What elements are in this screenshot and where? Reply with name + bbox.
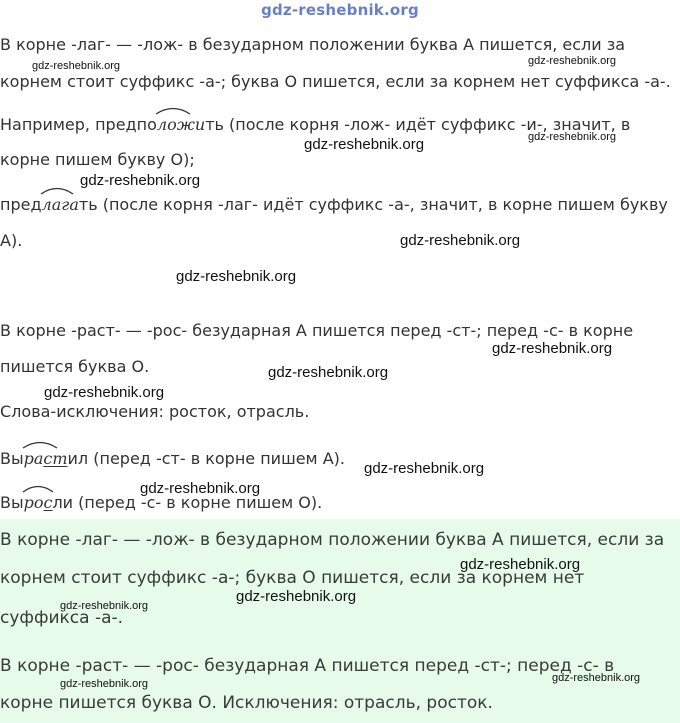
watermark: gdz-reshebnik.org xyxy=(176,268,297,285)
answer-line-3: суффикса -а-. xyxy=(0,608,124,628)
root-arc-icon xyxy=(155,105,191,115)
example-predpolozhit-line-2: корне пишем букву О); xyxy=(0,150,195,169)
watermark: gdz-reshebnik.org xyxy=(492,340,613,357)
answer-line-1: В корне -лаг- — -лож- в безударном положении буква А пишется, если за xyxy=(0,530,665,550)
watermark: gdz-reshebnik.org xyxy=(80,172,201,189)
watermark: gdz-reshebnik.org xyxy=(140,480,261,497)
rule-rast-ros-line-1: В корне -раст- — -рос- безударная А пишется перед -ст-; перед -с- в корне xyxy=(0,321,634,340)
watermark: gdz-reshebnik.org xyxy=(552,672,641,684)
root-arc-icon xyxy=(22,483,54,493)
root-arc-icon xyxy=(40,185,74,195)
example-rest: ть (после корня -лаг- идёт суффикс -а-, значит, в корне пишем букву xyxy=(78,195,668,214)
rule-lag-lozh-line-1: В корне -лаг- — -лож- в безударном положении буква А пишется, если за xyxy=(0,35,626,54)
example-prefix: пред xyxy=(0,195,42,214)
exceptions-line: Слова-исключения: росток, отрасль. xyxy=(0,402,310,421)
rule-lag-lozh-line-2: корнем стоит суффикс -а-; буква О пишется, если за корнем нет суффикса -а-. xyxy=(0,72,671,91)
watermark: gdz-reshebnik.org xyxy=(400,232,521,249)
root-text-underlined: с xyxy=(43,493,53,512)
root-text-a: ро xyxy=(23,493,44,512)
example-rest: ть (после корня -лож- идёт суффикс -и-, значит, в xyxy=(205,115,631,134)
root-lozh xyxy=(157,115,195,135)
example-rest: ил (перед -ст- в корне пишем А). xyxy=(67,449,345,468)
root-rast xyxy=(24,449,68,469)
example-vyrastil xyxy=(0,449,345,469)
watermark: gdz-reshebnik.org xyxy=(60,600,149,612)
suffix-letter: а xyxy=(69,195,79,214)
watermark: gdz-reshebnik.org xyxy=(268,364,389,381)
root-text-a: ра xyxy=(23,449,44,468)
root-lag xyxy=(42,195,70,215)
suffix-letter: и xyxy=(194,115,206,134)
example-predlagat xyxy=(0,195,668,215)
root-arc-icon xyxy=(22,439,58,449)
example-rest: ли (перед -с- в корне пишем О). xyxy=(52,493,323,512)
watermark: gdz-reshebnik.org xyxy=(528,131,617,143)
watermark: gdz-reshebnik.org xyxy=(528,55,617,67)
root-ros xyxy=(24,493,53,513)
example-prefix: Например, предпо xyxy=(0,115,157,134)
watermark: gdz-reshebnik.org xyxy=(304,136,425,153)
watermark: gdz-reshebnik.org xyxy=(32,60,121,72)
site-header[interactable]: gdz-reshebnik.org xyxy=(261,1,419,19)
rule-rast-ros-line-2: пишется буква О. xyxy=(0,357,150,376)
root-text: лож xyxy=(156,115,195,134)
answer-line-4: В корне -раст- — -рос- безударная А пишется перед -ст-; перед -с- в xyxy=(0,656,615,676)
answer-line-2: корнем стоит суффикс -а-; буква О пишется, если за корнем нет xyxy=(0,568,585,588)
watermark: gdz-reshebnik.org xyxy=(60,678,149,690)
answer-box xyxy=(0,519,680,723)
watermark: gdz-reshebnik.org xyxy=(236,588,357,605)
example-predlagat-line-2: А). xyxy=(0,231,23,250)
root-text-underlined: ст xyxy=(43,449,68,468)
answer-line-5: корне пишется буква О. Исключения: отрасль, росток. xyxy=(0,693,493,713)
watermark: gdz-reshebnik.org xyxy=(44,384,165,401)
root-text: лаг xyxy=(41,195,70,214)
watermark: gdz-reshebnik.org xyxy=(364,460,485,477)
example-prefix: Вы xyxy=(0,449,24,468)
watermark: gdz-reshebnik.org xyxy=(460,556,581,573)
example-prefix: Вы xyxy=(0,493,24,512)
